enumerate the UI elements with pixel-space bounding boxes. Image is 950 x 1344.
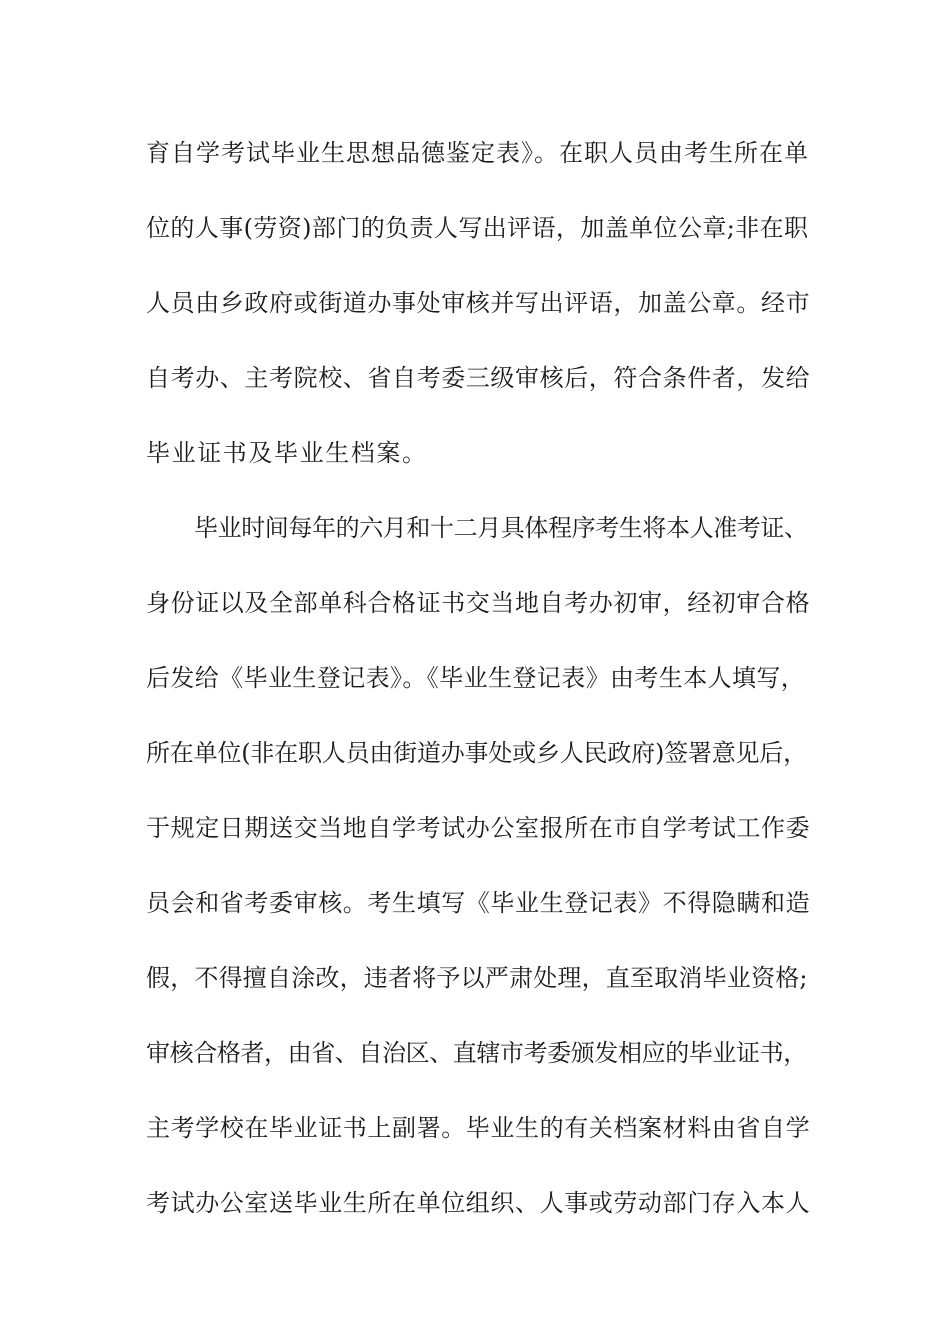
paragraph-line: 假，不得擅自涂改，违者将予以严肃处理，直至取消毕业资格; (146, 964, 808, 992)
paragraph-line: 所在单位(非在职人员由街道办事处或乡人民政府)签署意见后， (146, 739, 807, 767)
paragraph-line: 主考学校在毕业证书上副署。毕业生的有关档案材料由省自学 (146, 1114, 811, 1142)
paragraph-line: 位的人事(劳资)部门的负责人写出评语，加盖单位公章;非在职 (146, 214, 809, 242)
paragraph-line: 毕业证书及毕业生档案。 (146, 439, 428, 467)
paragraph-line: 自考办、主考院校、省自考委三级审核后，符合条件者，发给 (146, 364, 811, 392)
paragraph-line: 于规定日期送交当地自学考试办公室报所在市自学考试工作委 (146, 814, 811, 842)
paragraph-line: 育自学考试毕业生思想品德鉴定表》。在职人员由考生所在单 (146, 139, 809, 167)
paragraph-line: 毕业时间每年的六月和十二月具体程序考生将本人准考证、 (194, 514, 808, 542)
paragraph-line: 后发给《毕业生登记表》。《毕业生登记表》由考生本人填写， (146, 664, 806, 692)
paragraph-line: 身份证以及全部单科合格证书交当地自考办初审，经初审合格 (146, 589, 811, 617)
paragraph-line: 审核合格者，由省、自治区、直辖市考委颁发相应的毕业证书， (146, 1039, 807, 1067)
paragraph-line: 考试办公室送毕业生所在单位组织、人事或劳动部门存入本人 (146, 1189, 811, 1217)
paragraph-line: 员会和省考委审核。考生填写《毕业生登记表》不得隐瞒和造 (146, 889, 811, 917)
paragraph-line: 人员由乡政府或街道办事处审核并写出评语，加盖公章。经市 (146, 289, 811, 317)
